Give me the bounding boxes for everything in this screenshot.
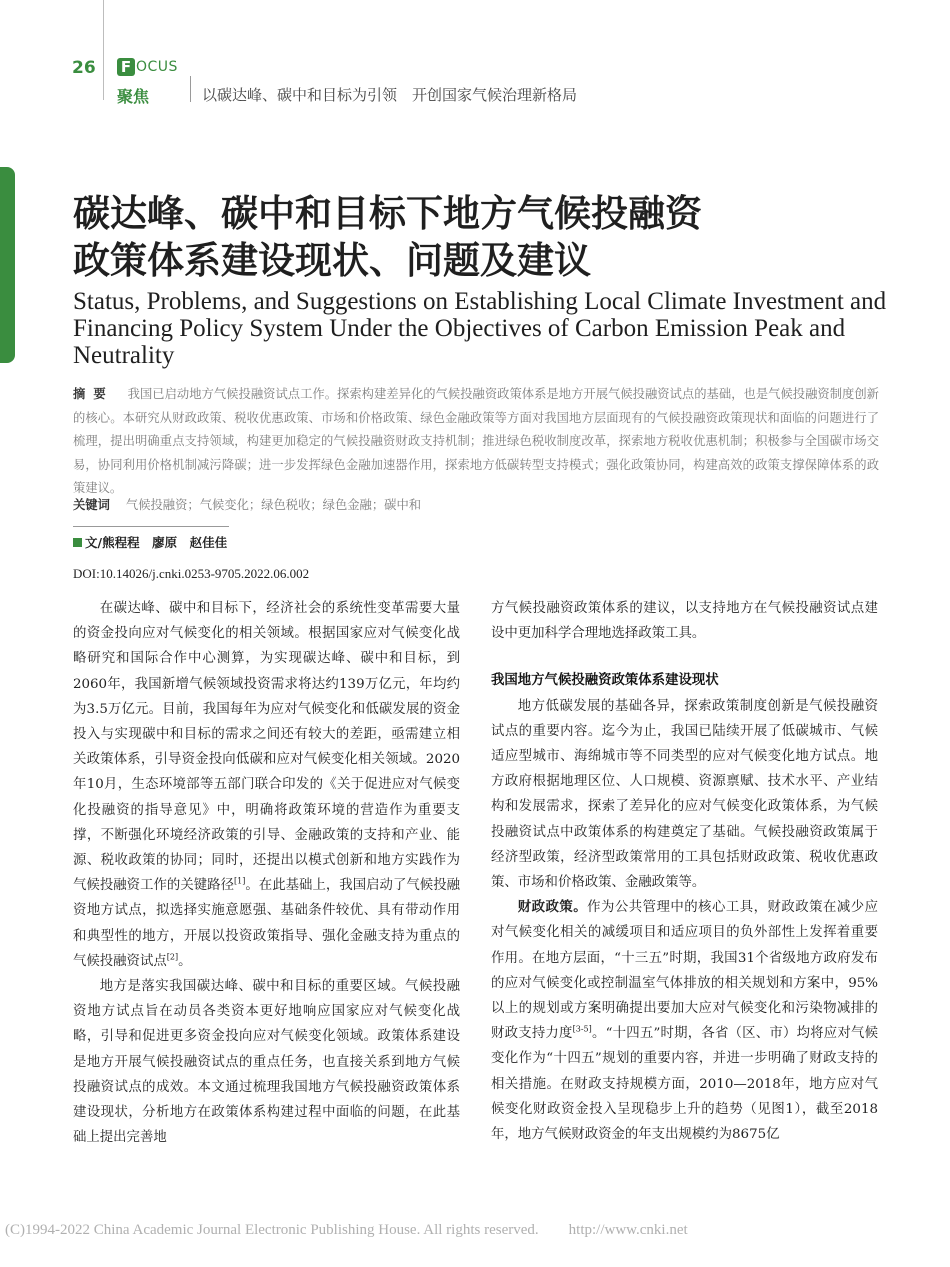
copyright-footer: (C)1994-2022 China Academic Journal Electronic Publishing House. All rights reserved. http://www.cnki.net — [5, 1222, 688, 1238]
article-title-cn — [73, 190, 933, 284]
authors-text: 文/熊程程 廖原 赵佳佳 — [85, 535, 228, 550]
side-tab-decoration — [0, 167, 15, 363]
abstract-label: 摘要 — [73, 387, 114, 401]
paragraph-text: 在碳达峰、碳中和目标下，经济社会的系统性变革需要大量的资金投向应对气候变化的相关领域。根据国家应对气候变化战略研究和国际合作中心测算，为实现碳达峰、碳中和目标，到2060年，我国新增气候领域投资需求将达约139万亿元，年均约为3.5万亿元。目前，我国每年为应对气候变化和低碳发展的资金投入与实现碳中和目标的需求之间还有较大的差距，亟需建立相关政策体系，引导资金投向低碳和应对气候变化相关领域。2020年10月，生态环境部等五部门联合印发的《关于促进应对气候变化投融资的指导意见》中，明确将政策环境的营造作为重要支撑，不断强化环境经济政策的引导、金融政策的支持和产业、能源、税收政策的协同；同时，还提出以模式创新和地方实践作为气候投融资工作的关键路径 — [73, 601, 460, 894]
focus-logo-text: OCUS — [136, 59, 178, 75]
author-square-icon — [73, 538, 82, 547]
authors — [73, 533, 227, 551]
paragraph-text: 。“十四五”时期，各省（区、市）均将应对气候变化作为“十四五”规划的重要内容，并进一步明确了财政支持的相关措施。在财政支持规模方面，2010—2018年，地方应对气候变化财政资金投入呈现稳步上升的趋势（见图1），截至2018年，地方气候财政资金的年支出规模约为8675亿 — [491, 1026, 878, 1143]
body-column-right — [491, 596, 878, 1147]
citation-ref: [2] — [166, 952, 179, 962]
doi: DOI:10.14026/j.cnki.0253-9705.2022.06.002 — [73, 566, 310, 581]
paragraph-text: 作为公共管理中的核心工具，财政政策在减少应对气候变化相关的减缓项目和适应项目的负外部性上发挥着重要作用。在地方层面，“十三五”时期，我国31个省级地方政府发布的应对气候变化或控制温室气体排放的相关规划和方案中，95%以上的规划或方案明确提出要加大应对气候变化和污染物减排的财政支持力度 — [491, 900, 879, 1042]
section-heading: 我国地方气候投融资政策体系建设现状 — [491, 673, 719, 689]
focus-logo — [117, 58, 178, 76]
paragraph-text: 。在此基础上，我国启动了气候投融资地方试点，拟选择实施意愿强、基础条件较优、具有带动作用和典型性的地方，开展以投资政策指导、强化金融支持为重点的气候投融资试点 — [73, 878, 461, 969]
author-rule — [73, 526, 229, 527]
keywords-text: 气候投融资；气候变化；绿色税收；绿色金融；碳中和 — [125, 498, 422, 512]
abstract — [73, 383, 879, 501]
body-paragraph — [73, 596, 460, 974]
keywords — [73, 494, 879, 516]
body-column-left — [73, 596, 460, 1150]
title-cn-line-2: 政策体系建设现状、问题及建议 — [73, 239, 591, 282]
body-paragraph: 地方是落实我国碳达峰、碳中和目标的重要区域。气候投融资地方试点旨在动员各类资本更好地响应国家应对气候变化战略，引导和促进更多资金投向应对气候变化领域。政策体系建设是地方开展气候投融资试点的重点任务，也直接关系到地方气候投融资试点的成效。本文通过梳理我国地方气候投融资政策体系建设现状，分析地方在政策体系构建过程中面临的问题，在此基础上提出完善地 — [73, 979, 460, 1146]
body-paragraph — [491, 895, 878, 1147]
citation-ref: [3-5] — [572, 1024, 592, 1034]
body-paragraph: 地方低碳发展的基础各异，探索政策制度创新是气候投融资试点的重要内容。迄今为止，我国已陆续开展了低碳城市、气候适应型城市、海绵城市等不同类型的应对气候变化地方试点。地方政府根据地理区位、人口规模、资源禀赋、技术水平、产业结构和发展需求，探索了差异化的应对气候变化政策体系，为气候投融资试点中政策体系的构建奠定了基础。气候投融资政策属于经济型政策，经济型政策常用的工具包括财政政策、税收优惠政策、市场和价格政策、金融政策等。 — [491, 698, 878, 891]
focus-logo-initial: F — [117, 58, 135, 76]
running-title: 以碳达峰、碳中和目标为引领 开创国家气候治理新格局 — [202, 86, 578, 104]
keywords-label: 关键词 — [73, 498, 110, 512]
paragraph-lead: 财政政策。 — [517, 900, 588, 916]
title-cn-line-1: 碳达峰、碳中和目标下地方气候投融资 — [73, 192, 702, 235]
page-number: 26 — [72, 58, 96, 78]
section-label: 聚焦 — [117, 87, 150, 106]
article-title-en: Status, Problems, and Suggestions on Establishing Local Climate Investment and Financing Policy System Under the Objectives of Carbon Emission Peak and Neutrality — [73, 288, 887, 369]
header-divider — [103, 0, 104, 100]
citation-ref: [1] — [234, 876, 246, 886]
body-paragraph-continued: 方气候投融资政策体系的建议，以支持地方在气候投融资试点建设中更加科学合理地选择政策工具。 — [491, 601, 878, 642]
paragraph-text: 。 — [178, 953, 192, 969]
header-divider-short — [190, 76, 191, 102]
abstract-text: 我国已启动地方气候投融资试点工作。探索构建差异化的气候投融资政策体系是地方开展气候投融资试点的基础，也是气候投融资制度创新的核心。本研究从财政政策、税收优惠政策、市场和价格政策、绿色金融政策等方面对我国地方层面现有的气候投融资政策现状和面临的问题进行了梳理，提出明确重点支持领域，构建更加稳定的气候投融资财政支持机制；推进绿色税收制度改革，探索地方税收优惠机制；积极参与全国碳市场交易，协同利用价格机制减污降碳；进一步发挥绿色金融加速器作用，探索地方低碳转型支持模式；强化政策协同，构建高效的政策支撑保障体系的政策建议。 — [73, 387, 879, 496]
